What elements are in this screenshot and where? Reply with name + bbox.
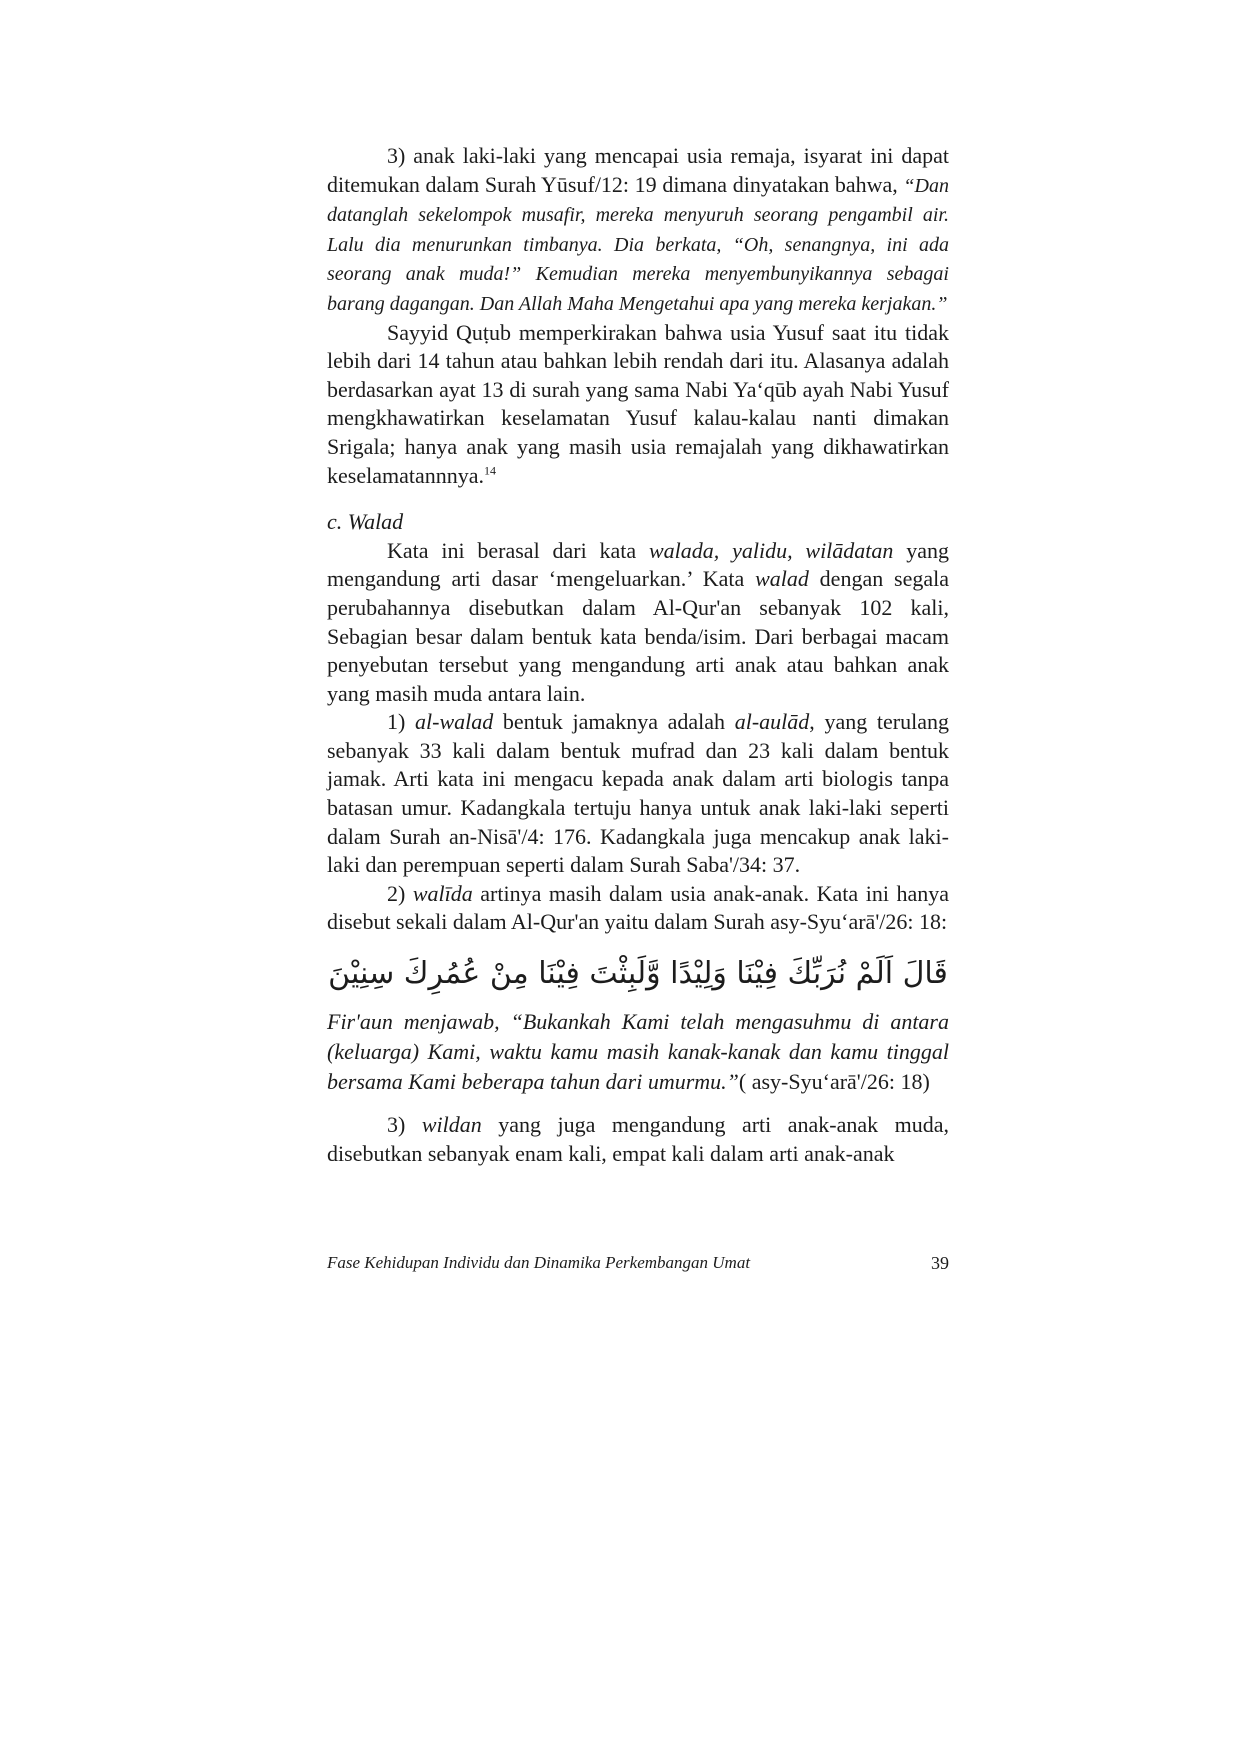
- paragraph-wildan: [327, 1111, 949, 1168]
- text-run: , yang terulang sebanyak 33 kali dalam bentuk mufrad dan 23 kali dalam bentuk jamak. Arti kata ini mengacu kepada anak dalam arti biologis tanpa batasan umur. Kadangkala tertuju hanya untuk anak laki-laki seperti dalam Surah an-Nisā'/4: 176. Kadangkala juga mencakup anak laki-laki dan perempuan seperti dalam Surah Saba'/34: 37.: [327, 709, 949, 878]
- text-run: dengan segala perubahannya disebutkan dalam Al-Qur'an sebanyak 102 kali, Sebagian besar dalam bentuk kata benda/isim. Dari berbagai macam penyebutan tersebut yang mengandung arti anak atau bahkan anak yang masih muda antara lain.: [327, 566, 949, 706]
- text-run: yang mengandung arti dasar ‘mengeluarkan.’ Kata: [327, 537, 949, 592]
- italic-term: walada, yalidu, wilādatan: [648, 537, 894, 563]
- italic-term: al-aulād: [734, 709, 810, 735]
- running-footer-title: Fase Kehidupan Individu dan Dinamika Perkembangan Umat: [327, 1253, 751, 1272]
- paragraph-text: 3) anak laki-laki yang mencapai usia remaja, isyarat ini dapat ditemukan dalam Surah Yūsuf/12: 19 dimana dinyatakan bahwa,: [327, 143, 949, 197]
- paragraph-walida: [327, 880, 949, 937]
- paragraph-text: Sayyid Quṭub memperkirakan bahwa usia Yusuf saat itu tidak lebih dari 14 tahun atau bahkan lebih rendah dari itu. Alasanya adalah berdasarkan ayat 13 di surah yang sama Nabi Ya‘qūb ayah Nabi Yusuf mengkhawatirkan keselamatan Yusuf kalau-kalau nanti dimakan Srigala; hanya anak yang masih usia remajalah yang dikhawatirkan keselamatannnya.: [327, 319, 949, 488]
- quranic-quote-yusuf: “Dan datanglah sekelompok musafir, mereka menyuruh seorang pengambil air. Lalu dia menurunkan timbanya. Dia berkata, “Oh, senangnya, ini ada seorang anak muda!” Kemudian mereka menyembunyikannya sebagai barang dagangan. Dan Allah Maha Mengetahui apa yang mereka kerjakan.”: [327, 174, 949, 315]
- paragraph-walad-intro: [327, 537, 949, 709]
- paragraph-sayyid-qutub: [327, 319, 949, 491]
- arabic-verse: قَالَ اَلَمْ نُرَبِّكَ فِيْنَا وَلِيْدًا وَّلَبِثْتَ فِيْنَا مِنْ عُمُرِكَ سِنِيْنَ: [328, 956, 948, 992]
- verse-translation: [327, 1007, 949, 1097]
- italic-term: wildan: [421, 1112, 482, 1138]
- italic-term: walad: [755, 566, 809, 592]
- verse-reference: ( asy-Syu‘arā'/26: 18): [738, 1069, 930, 1095]
- paragraph-al-walad: [327, 708, 949, 880]
- italic-term: walīda: [412, 880, 473, 906]
- text-run: 2): [387, 880, 413, 906]
- translation-text: Fir'aun menjawab, “Bukankah Kami telah mengasuhmu di antara (keluarga) Kami, waktu kamu masih kanak-kanak dan kamu tinggal bersama Kami beberapa tahun dari umurmu.”: [327, 1009, 949, 1095]
- body-text: [327, 142, 949, 1168]
- page-number: 39: [931, 1253, 949, 1273]
- text-run: artinya masih dalam usia anak-anak. Kata ini hanya disebut sekali dalam Al-Qur'an yaitu dalam Surah asy-Syu‘arā'/26: 18:: [327, 880, 949, 935]
- text-run: 3): [387, 1112, 422, 1138]
- footnote-marker[interactable]: 14: [484, 463, 496, 478]
- text-run: 1): [387, 709, 415, 735]
- text-run: Kata ini berasal dari kata: [387, 537, 649, 563]
- italic-term: al-walad: [415, 709, 494, 735]
- paragraph-remaja: [327, 142, 949, 319]
- text-run: bentuk jamaknya adalah: [493, 709, 735, 735]
- page-footer: [327, 1252, 949, 1274]
- text-run: yang juga mengandung arti anak-anak muda, disebutkan sebanyak enam kali, empat kali dalam arti anak-anak: [327, 1112, 949, 1166]
- section-heading-walad: c. Walad: [327, 509, 404, 535]
